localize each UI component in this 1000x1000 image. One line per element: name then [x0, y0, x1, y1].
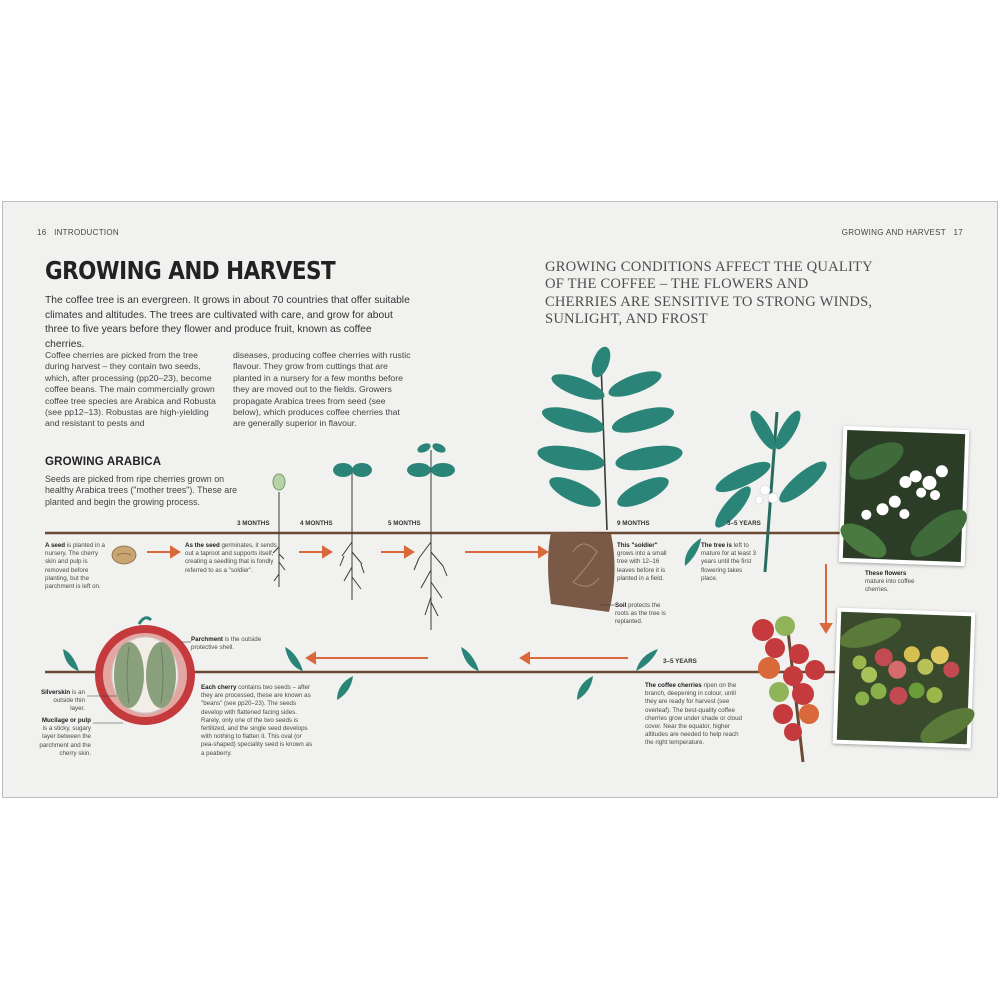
arrow-icon: [299, 547, 331, 557]
section-label-left: INTRODUCTION: [54, 228, 120, 237]
caption-tree: The tree is left to mature for at least 3 years until the first flowering takes place.: [701, 542, 757, 582]
subheading-intro: Seeds are picked from ripe cherries grown on healthy Arabica trees ("mother trees"). These are planted and begin the growing process.: [45, 474, 238, 507]
caption-soldier: This "soldier" grows into a small tree with 12–16 leaves before it is planted in a field.: [617, 542, 667, 582]
seedling-5-months: [407, 441, 455, 630]
stage-label: 3–5 YEARS: [663, 658, 697, 665]
caption-flowers: These flowers mature into coffee cherries.: [865, 570, 915, 594]
book-spread: [2, 201, 998, 798]
stage-label: 5 MONTHS: [388, 520, 421, 527]
arrow-icon: [465, 547, 547, 557]
stage-label: 3–5 YEARS: [727, 520, 761, 527]
caption-ripen: The coffee cherries ripen on the branch, deepening in colour, until they are ready for harvest (see overleaf). The best-quality coffee cherries grow under shade or cloud cover. Near the equator, higher altitudes are needed to help reach the right temperature.: [645, 682, 742, 747]
subheading: GROWING ARABICA: [45, 456, 162, 468]
seed-illustration: [112, 546, 136, 564]
flowers-photo: [839, 426, 970, 566]
seedling-4-months: [333, 463, 372, 600]
page-number-right: 17: [953, 228, 963, 237]
caption-soil: Soil protects the roots as the tree is replanted.: [615, 602, 666, 626]
caption-silverskin: Silverskin is an outside thin layer.: [40, 689, 85, 713]
intro-paragraph: The coffee tree is an evergreen. It grows in about 70 countries that offer suitable climates and altitudes. The trees are cultivated with care, and grow for about three to five years before they flower and produce fruit, known as coffee cherries.: [45, 295, 410, 350]
caption-parchment: Parchment is the outside protective shell.: [191, 636, 262, 652]
caption-germination: As the seed germinates, it sends out a taproot and supports itself, creating a seedling that is fondly referred to as a "soldier".: [185, 542, 277, 574]
timeline-leaf-icon: [285, 647, 303, 671]
timeline-leaf-icon: [461, 647, 479, 671]
arrow-icon: [381, 547, 413, 557]
timeline-leaf-icon: [685, 538, 701, 566]
arrow-icon: [821, 564, 831, 632]
body-column-2: diseases, producing coffee cherries with rustic flavour. They grow from cuttings that are planted in a nursery for a few months before they are moved out to the fields. Growers propagate Arabica trees from seed (see below), which produces coffee cherries that are generally superior in flavour.: [233, 350, 411, 429]
flowers-photo-image: [843, 430, 965, 562]
caption-seed: A seed is planted in a nursery. The cherry skin and pulp is removed before planting, but the parchment is left on.: [45, 542, 105, 591]
stage-label: 9 MONTHS: [617, 520, 650, 527]
pull-quote: GROWING CONDITIONS AFFECT THE QUALITY OF THE COFFEE – THE FLOWERS AND CHERRIES ARE SENSITIVE TO STRONG WINDS, SUNLIGHT, AND FROST: [545, 259, 873, 328]
arrow-icon: [147, 547, 179, 557]
cherry-cross-section: [95, 618, 195, 725]
caption-each-cherry: Each cherry contains two seeds – after they are processed, these are known as "beans" (see pp20–23). The seeds develop with flattened facing sides. Rarely, only one of the two seeds is fertilized, and the single seed develops with nothing to flatten it. This oval (or pea-shaped) speciality seed is known as a peaberry.: [201, 684, 313, 757]
arrow-icon: [307, 653, 428, 663]
cherries-photo: [833, 608, 976, 749]
timeline-leaf-icon: [636, 649, 658, 671]
timeline-leaf-icon: [337, 676, 353, 700]
timeline-leaf-icon: [577, 676, 593, 700]
cherries-photo-image: [837, 612, 971, 744]
page-title: GROWING AND HARVEST: [45, 256, 336, 285]
arrow-icon: [521, 653, 628, 663]
section-label-right: GROWING AND HARVEST: [841, 228, 946, 237]
caption-mucilage: Mucilage or pulp is a sticky, sugary layer between the parchment and the cherry skin.: [39, 717, 91, 757]
page-number-left: 16: [37, 228, 47, 237]
body-column-1: Coffee cherries are picked from the tree during harvest – they contain two seeds, which, after processing (pp20–23), become coffee beans. The main commercially grown coffee tree species are Arabica and Robusta (see pp12–13). Robustas are high-yielding and resistant to pests and: [45, 350, 216, 429]
stage-label: 3 MONTHS: [237, 520, 270, 527]
stage-label: 4 MONTHS: [300, 520, 333, 527]
cherry-branch: [752, 616, 825, 762]
timeline-leaf-icon: [63, 649, 79, 671]
